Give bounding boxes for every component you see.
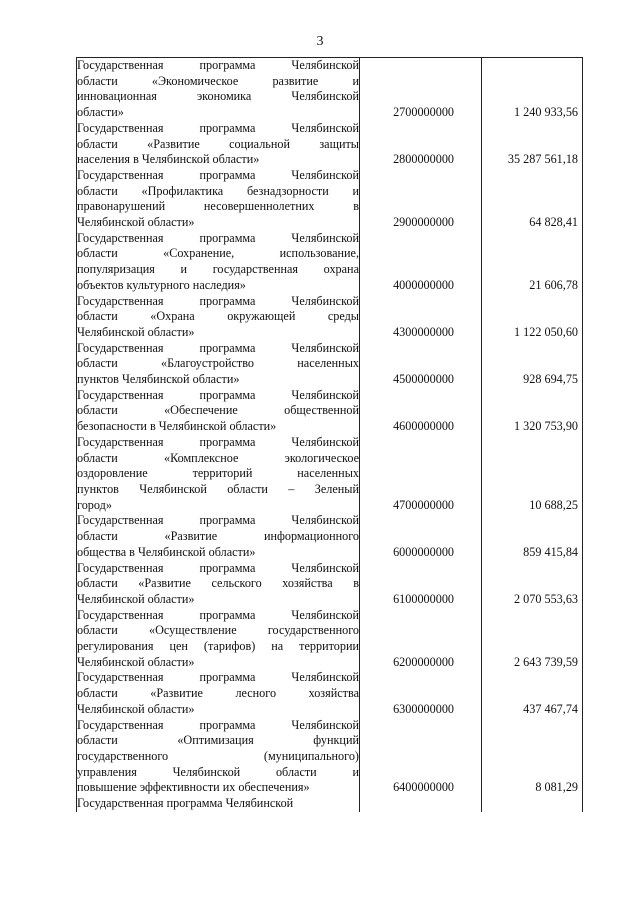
program-code-cell: 4600000000 (360, 388, 482, 435)
amount-cell: 21 606,78 (482, 231, 583, 294)
table-row (77, 513, 583, 560)
program-name-line: объектов культурного наследия» (77, 277, 246, 292)
program-name-line: области «Экономическое развитие и (77, 73, 359, 88)
program-code-cell: 6100000000 (360, 561, 482, 608)
table-row (77, 670, 583, 717)
program-name-line: Государственная программа Челябинской (77, 560, 359, 575)
program-code-cell: 2900000000 (360, 168, 482, 231)
program-name-line: области «Развитие лесного хозяйства (77, 686, 359, 701)
program-code-cell: 6200000000 (360, 608, 482, 671)
program-name-cell (77, 231, 360, 294)
program-name-cell (77, 513, 360, 560)
page-number: 3 (316, 34, 324, 49)
program-name-line: регулирования цен (тарифов) на территории (77, 639, 359, 654)
program-code-cell: 2800000000 (360, 121, 482, 168)
program-name-line: Государственная программа Челябинской (77, 513, 359, 528)
table-row (77, 561, 583, 608)
program-name-line: инновационная экономика Челябинской (77, 89, 359, 104)
program-name-line: области «Развитие сельского хозяйства в (77, 576, 359, 591)
program-name-line: управления Челябинской области и (77, 764, 359, 779)
program-name-line: Государственная программа Челябинской (77, 340, 359, 355)
program-name-line: Челябинской области» (77, 324, 195, 339)
amount-cell: 8 081,29 (482, 718, 583, 797)
program-name-line: области «Сохранение, использование, (77, 246, 359, 261)
program-name-line: области «Развитие социальной защиты (77, 136, 359, 151)
amount-cell: 1 320 753,90 (482, 388, 583, 435)
amount-cell: 859 415,84 (482, 513, 583, 560)
amount-cell (482, 796, 583, 812)
program-name-line: пунктов Челябинской области» (77, 372, 240, 387)
program-name-line: Государственная программа Челябинской (77, 670, 359, 685)
program-name-line: области» (77, 105, 124, 120)
program-code-cell: 4300000000 (360, 294, 482, 341)
table-row (77, 294, 583, 341)
program-name-cell (77, 121, 360, 168)
program-name-line: общества в Челябинской области» (77, 544, 256, 559)
program-name-line: пунктов Челябинской области – Зеленый (77, 481, 359, 496)
program-name-line: Государственная программа Челябинской (77, 387, 359, 402)
program-name-line: Государственная программа Челябинской (77, 230, 359, 245)
program-name-line: Государственная программа Челябинской (77, 293, 359, 308)
amount-cell: 928 694,75 (482, 341, 583, 388)
amount-cell: 2 070 553,63 (482, 561, 583, 608)
program-name-line: оздоровление территорий населенных (77, 466, 359, 481)
program-code-cell: 6300000000 (360, 670, 482, 717)
program-name-line: Государственная программа Челябинской (77, 717, 359, 732)
table-row (77, 168, 583, 231)
program-code-cell: 4000000000 (360, 231, 482, 294)
program-name-line: Челябинской области» (77, 701, 195, 716)
program-name-line: области «Осуществление государственного (77, 623, 359, 638)
program-name-cell (77, 796, 360, 812)
program-name-line: Государственная программа Челябинской (77, 434, 359, 449)
amount-cell: 10 688,25 (482, 435, 583, 514)
program-name-line: безопасности в Челябинской области» (77, 419, 277, 434)
program-name-line: области «Обеспечение общественной (77, 403, 359, 418)
program-name-line: Челябинской области» (77, 591, 195, 606)
program-name-line: области «Охрана окружающей среды (77, 309, 359, 324)
table-row (77, 718, 583, 797)
program-code-cell: 2700000000 (360, 58, 482, 121)
amount-cell: 1 240 933,56 (482, 58, 583, 121)
program-name-line: город» (77, 497, 112, 512)
program-name-cell (77, 388, 360, 435)
program-name-line: государственного (муниципального) (77, 748, 359, 763)
program-code-cell: 4700000000 (360, 435, 482, 514)
table-row (77, 388, 583, 435)
program-name-line: Челябинской области» (77, 654, 195, 669)
program-name-cell (77, 294, 360, 341)
program-code-cell: 4500000000 (360, 341, 482, 388)
program-name-line: области «Профилактика безнадзорности и (77, 183, 359, 198)
amount-cell: 2 643 739,59 (482, 608, 583, 671)
program-name-cell (77, 718, 360, 797)
amount-cell: 437 467,74 (482, 670, 583, 717)
program-name-line: Государственная программа Челябинской (77, 607, 359, 622)
program-code-cell: 6000000000 (360, 513, 482, 560)
table-row (77, 121, 583, 168)
program-name-line: Челябинской области» (77, 215, 195, 230)
table-row (77, 341, 583, 388)
program-name-line: Государственная программа Челябинской (77, 796, 294, 811)
table-row (77, 58, 583, 121)
program-name-line: области «Комплексное экологическое (77, 450, 359, 465)
program-name-line: области «Развитие информационного (77, 529, 359, 544)
table-row (77, 231, 583, 294)
program-name-cell (77, 58, 360, 121)
table-row (77, 608, 583, 671)
program-name-line: повышение эффективности их обеспечения» (77, 780, 310, 795)
program-name-line: Государственная программа Челябинской (77, 167, 359, 182)
program-name-line: Государственная программа Челябинской (77, 58, 359, 72)
program-name-line: области «Оптимизация функций (77, 733, 359, 748)
program-name-line: правонарушений несовершеннолетних в (77, 199, 359, 214)
program-code-cell: 6400000000 (360, 718, 482, 797)
program-name-line: области «Благоустройство населенных (77, 356, 359, 371)
program-name-cell (77, 608, 360, 671)
program-name-line: популяризация и государственная охрана (77, 262, 359, 277)
program-name-cell (77, 168, 360, 231)
table-row (77, 796, 583, 812)
amount-cell: 1 122 050,60 (482, 294, 583, 341)
program-name-cell (77, 341, 360, 388)
program-name-cell (77, 561, 360, 608)
amount-cell: 64 828,41 (482, 168, 583, 231)
budget-table (76, 57, 583, 812)
program-name-cell (77, 435, 360, 514)
program-name-cell (77, 670, 360, 717)
program-code-cell (360, 796, 482, 812)
program-name-line: населения в Челябинской области» (77, 152, 260, 167)
program-name-line: Государственная программа Челябинской (77, 120, 359, 135)
table-row (77, 435, 583, 514)
amount-cell: 35 287 561,18 (482, 121, 583, 168)
